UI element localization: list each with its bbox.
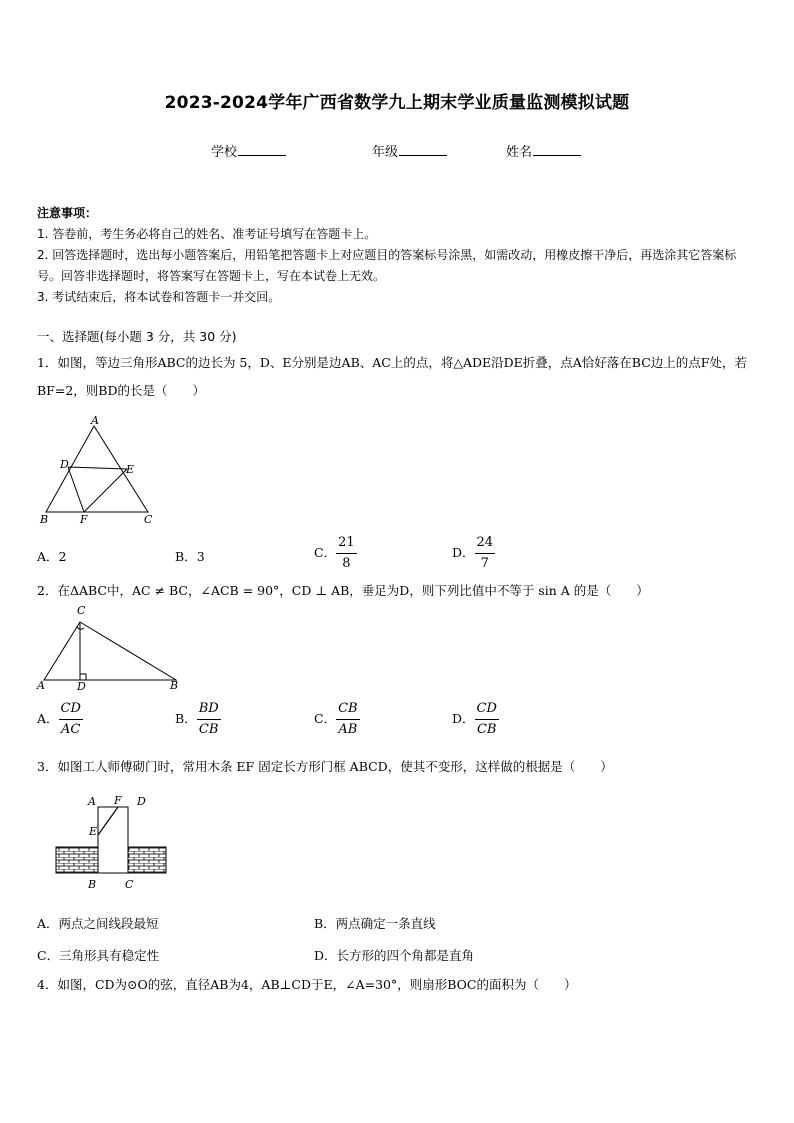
- segment-df: [68, 467, 84, 512]
- section-heading: 一、选择题(每小题 3 分，共 30 分): [37, 329, 237, 344]
- note-item: 3. 考试结束后，将本试卷和答题卡一并交回。: [37, 290, 281, 304]
- q3-option-a[interactable]: A．两点之间线段最短: [37, 916, 159, 931]
- q1-option-b[interactable]: B．3: [175, 549, 205, 564]
- q2-option-a[interactable]: A． $\frac{CD}{AC}$: [37, 701, 81, 737]
- label-c: C: [125, 878, 134, 891]
- q3-option-d[interactable]: D．长方形的四个角都是直角: [314, 948, 475, 963]
- door-frame-abcd: [98, 807, 128, 873]
- fraction: $\frac{CD}{CB}$: [476, 701, 497, 737]
- segment-ef: [84, 469, 127, 512]
- label-e: E: [126, 463, 135, 476]
- q2-option-d[interactable]: D． $\frac{CD}{CB}$: [452, 701, 497, 737]
- fraction: $\frac{21}{8}$: [338, 535, 355, 571]
- grade-label: 年级: [372, 145, 399, 160]
- fraction: $\frac{24}{7}$: [476, 535, 494, 571]
- note-item: 1. 答卷前，考生务必将自己的姓名、准考证号填写在答题卡上。: [37, 227, 377, 241]
- question-2-text: 2．在ΔABC中，AC ≠ BC，∠ACB = 90°，CD ⊥ AB，垂足为D，则下列比值中不等于 sin A 的是（ ）: [37, 583, 649, 598]
- brick-wall-left: [56, 847, 98, 873]
- triangle-abc: [44, 622, 176, 680]
- notes-block: [37, 203, 759, 308]
- label-d: D: [60, 458, 69, 471]
- name-field[interactable]: [506, 141, 581, 160]
- brick-wall-right: [128, 847, 166, 873]
- page-title: 2023-2024学年广西省数学九上期末学业质量监测模拟试题: [164, 93, 630, 113]
- label-b: B: [170, 679, 179, 692]
- q2-option-c[interactable]: C． $\frac{CB}{AB}$: [314, 701, 358, 737]
- fraction: $\frac{CD}{AC}$: [60, 701, 81, 737]
- q1-option-c[interactable]: C． $\frac{21}{8}$: [314, 535, 355, 571]
- fraction: $\frac{CB}{AB}$: [338, 701, 358, 737]
- school-blank[interactable]: [238, 144, 286, 156]
- label-a: A: [37, 679, 45, 692]
- school-field[interactable]: [211, 141, 286, 160]
- note-item: 2. 回答选择题时，选出每小题答案后，用铅笔把答题卡上对应题目的答案标号涂黑，如需改动，用橡皮擦干净后，再选涂其它答案标号。回答非选择题时，将答案写在答题卡上，写在本试卷上无效。: [37, 248, 737, 283]
- label-c: C: [77, 604, 86, 617]
- q2-option-b[interactable]: B． $\frac{BD}{CB}$: [175, 701, 219, 737]
- q1-option-a[interactable]: A．2: [37, 549, 67, 564]
- label-a: A: [91, 414, 99, 427]
- name-blank[interactable]: [533, 144, 581, 156]
- q1-triangle-figure: [36, 412, 160, 530]
- question-3-text: 3．如图工人师傅砌门时，常用木条 EF 固定长方形门框 ABCD，使其不变形，这样做的根据是（ ）: [37, 759, 613, 774]
- fraction: $\frac{BD}{CB}$: [198, 701, 219, 737]
- name-label: 姓名: [506, 145, 533, 160]
- label-b: B: [40, 513, 49, 526]
- label-d: D: [137, 795, 146, 808]
- label-f: F: [80, 513, 88, 526]
- label-d: D: [77, 680, 86, 692]
- q2-right-triangle-figure: [36, 604, 186, 692]
- label-b: B: [88, 878, 97, 891]
- q3-option-b[interactable]: B．两点确定一条直线: [314, 916, 436, 931]
- label-f: F: [114, 794, 122, 807]
- grade-blank[interactable]: [399, 144, 447, 156]
- label-e: E: [89, 825, 98, 838]
- fold-line-de: [68, 467, 127, 469]
- q3-option-c[interactable]: C．三角形具有稳定性: [37, 948, 160, 963]
- question-1-text: 1．如图，等边三角形ABC的边长为 5，D、E分别是边AB、AC上的点，将△ADE沿DE折叠，点A恰好落在BC边上的点F处，若BF=2，则BD的长是（ ）: [37, 355, 747, 398]
- question-4-text: 4．如图，CD为⊙O的弦，直径AB为4，AB⊥CD于E，∠A=30°，则扇形BOC的面积为（ ）: [37, 977, 577, 992]
- school-label: 学校: [211, 145, 238, 160]
- q1-option-d[interactable]: D． $\frac{24}{7}$: [452, 535, 494, 571]
- q3-door-frame-figure: [52, 791, 170, 895]
- label-a: A: [88, 795, 96, 808]
- notes-heading: 注意事项：: [37, 206, 98, 220]
- label-c: C: [144, 513, 153, 526]
- grade-field[interactable]: [372, 141, 447, 160]
